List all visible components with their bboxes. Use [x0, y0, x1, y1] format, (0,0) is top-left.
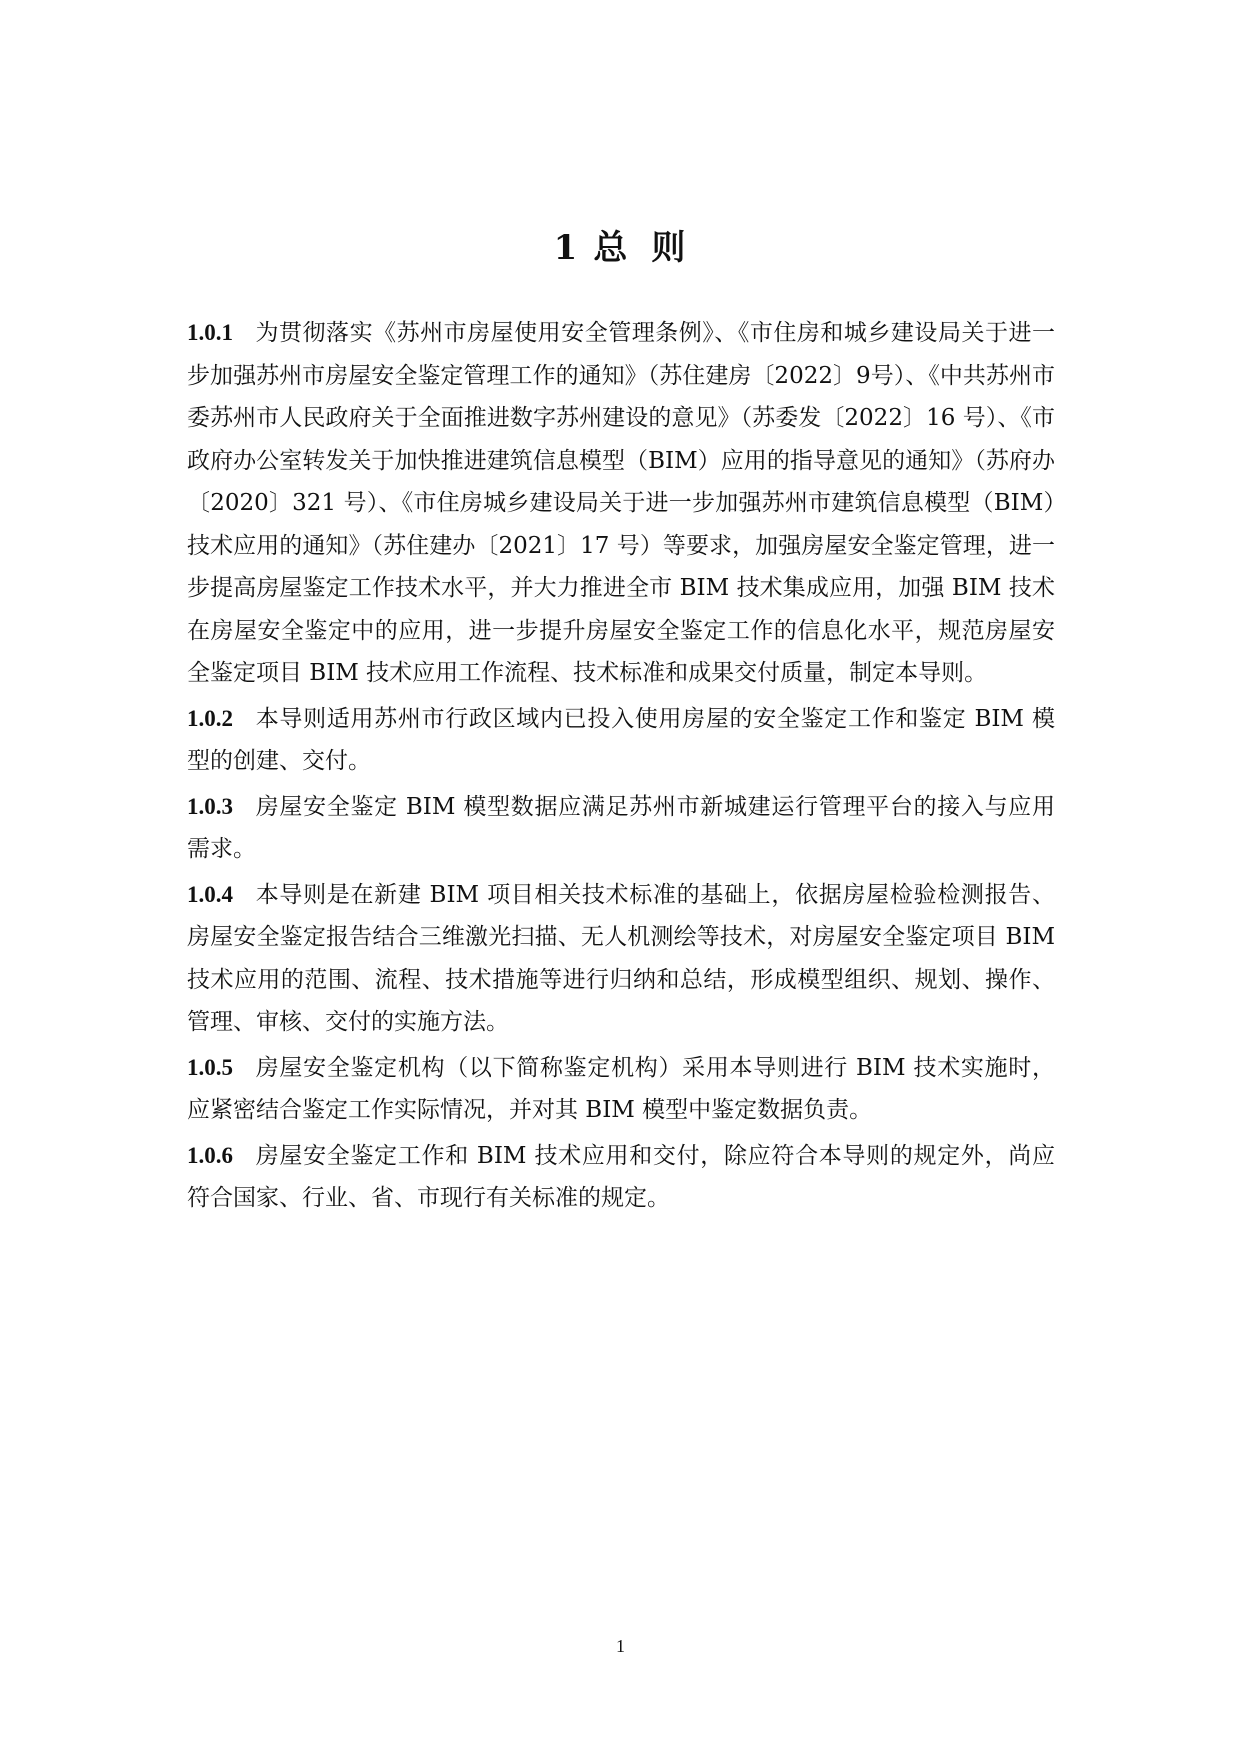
- clause-number: 1.0.3: [187, 793, 233, 819]
- clause-text: 本导则是在新建 BIM 项目相关技术标准的基础上，依据房屋检验检测报告、房屋安全鉴定报告结合三维激光扫描、无人机测绘等技术，对房屋安全鉴定项目 BIM 技术应用的范围、流程、技术措施等进行归纳和总结，形成模型组织、规划、操作、管理、审核、交付的实施方法。: [187, 881, 1055, 1035]
- clause-number: 1.0.1: [187, 320, 233, 345]
- clause-number: 1.0.2: [187, 705, 233, 731]
- clause-1-0-5: [187, 1047, 1055, 1132]
- clause-1-0-3: [187, 786, 1055, 871]
- clause-number: 1.0.6: [187, 1142, 233, 1168]
- chapter-title-char-1: 总: [593, 227, 630, 268]
- clause-list: [187, 312, 1055, 1223]
- clause-text: 房屋安全鉴定机构（以下简称鉴定机构）采用本导则进行 BIM 技术实施时，应紧密结合鉴定工作实际情况，并对其 BIM 模型中鉴定数据负责。: [187, 1054, 1055, 1123]
- clause-number: 1.0.5: [187, 1054, 233, 1080]
- clause-1-0-4: [187, 874, 1055, 1044]
- chapter-number: 1: [553, 227, 580, 268]
- clause-text: 为贯彻落实《苏州市房屋使用安全管理条例》、《市住房和城乡建设局关于进一步加强苏州市房屋安全鉴定管理工作的通知》（苏住建房〔2022〕9号）、《中共苏州市委苏州市人民政府关于全面推进数字苏州建设的意见》（苏委发〔2022〕16 号）、《市政府办公室转发关于加快推进建筑信息模型（BIM）应用的指导意见的通知》（苏府办〔2020〕321 号）、《市住房城乡建设局关于进一步加强苏州市建筑信息模型（BIM）技术应用的通知》（苏住建办〔2021〕17 号）等要求，加强房屋安全鉴定管理，进一步提高房屋鉴定工作技术水平，并大力推进全市 BIM 技术集成应用，加强 BIM 技术在房屋安全鉴定中的应用，进一步提升房屋安全鉴定工作的信息化水平，规范房屋安全鉴定项目 BIM 技术应用工作流程、技术标准和成果交付质量，制定本导则。: [187, 320, 1055, 686]
- page-number: 1: [616, 1636, 625, 1656]
- clause-number: 1.0.4: [187, 881, 233, 907]
- clause-1-0-1: [187, 312, 1055, 695]
- clause-1-0-6: [187, 1135, 1055, 1220]
- clause-text: 本导则适用苏州市行政区域内已投入使用房屋的安全鉴定工作和鉴定 BIM 模型的创建、交付。: [187, 705, 1055, 774]
- clause-text: 房屋安全鉴定 BIM 模型数据应满足苏州市新城建运行管理平台的接入与应用需求。: [187, 793, 1055, 862]
- chapter-title-char-2: 则: [651, 227, 688, 268]
- clause-text: 房屋安全鉴定工作和 BIM 技术应用和交付，除应符合本导则的规定外，尚应符合国家、行业、省、市现行有关标准的规定。: [187, 1142, 1055, 1211]
- chapter-title: [0, 223, 1241, 273]
- clause-1-0-2: [187, 698, 1055, 783]
